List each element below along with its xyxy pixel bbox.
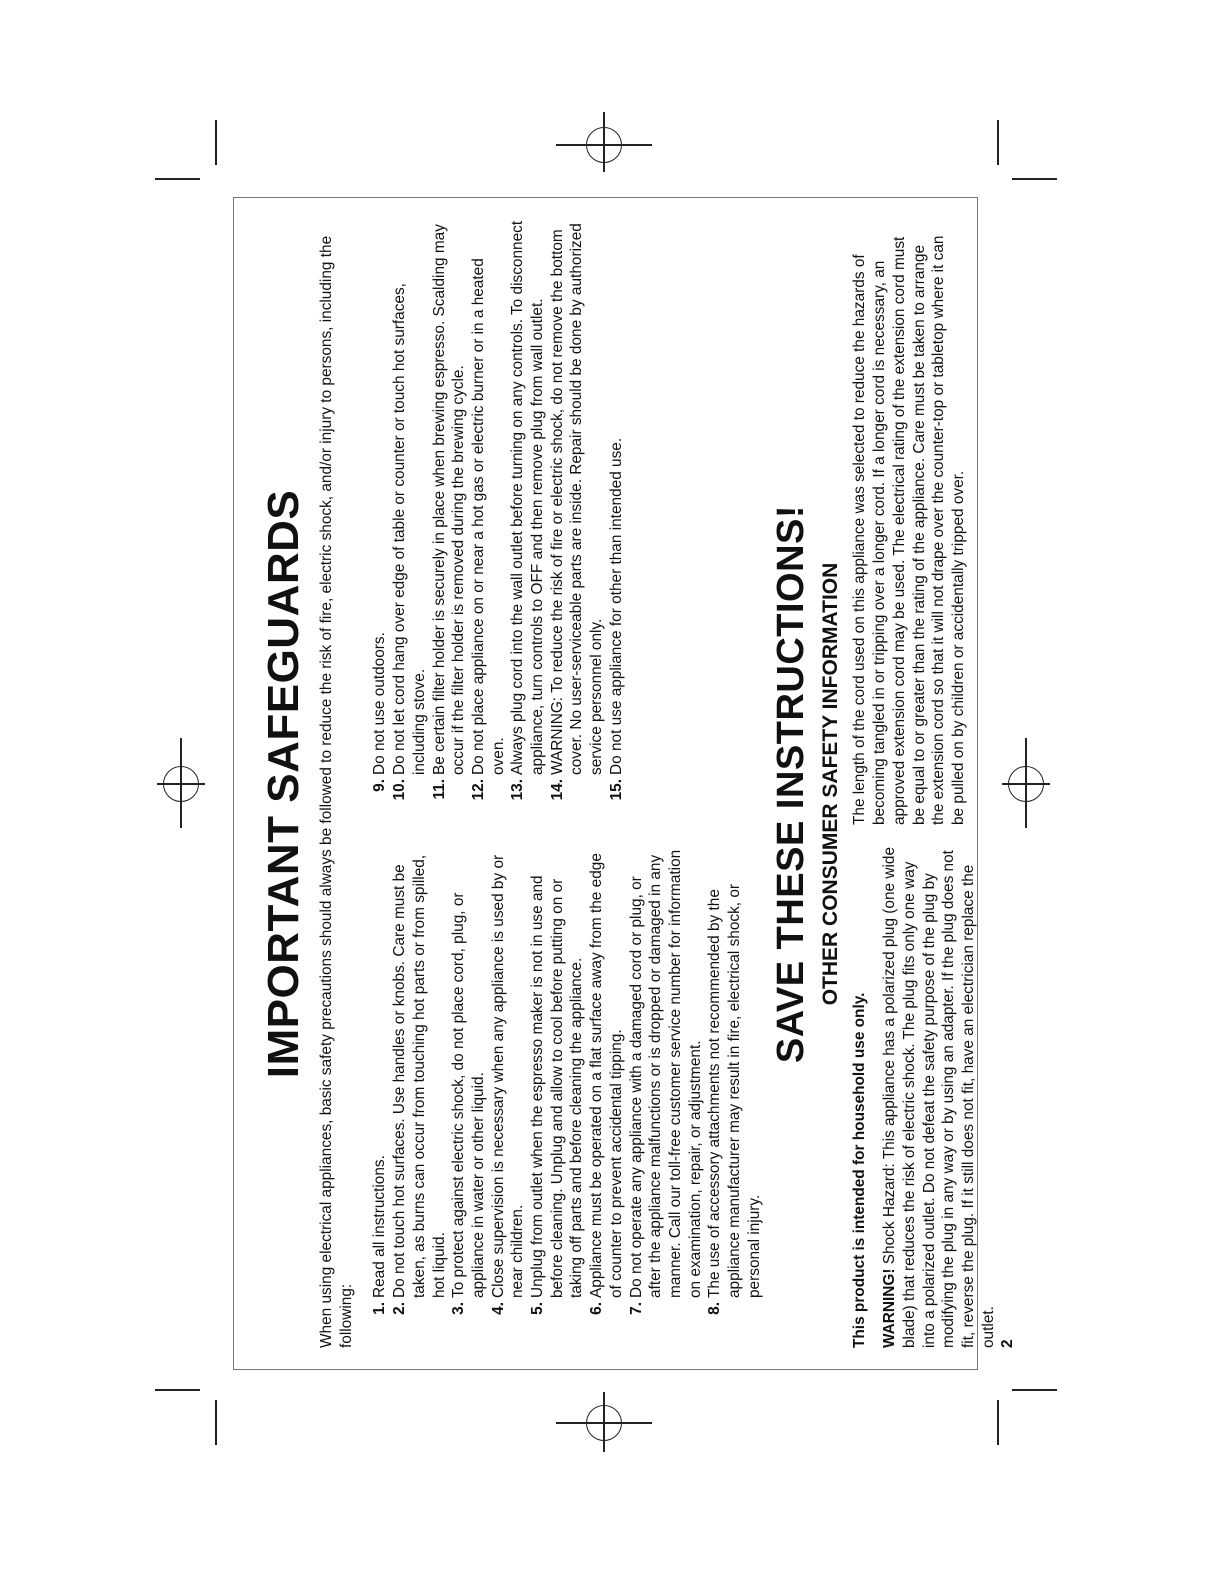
- registration-line: [603, 112, 605, 172]
- safeguard-number: 15.: [607, 779, 625, 801]
- safeguard-number: 2.: [391, 1302, 409, 1315]
- safeguard-item: [449, 843, 488, 1324]
- safeguard-number: 14.: [548, 779, 566, 801]
- page-number: 2: [999, 1339, 1017, 1348]
- safeguard-item: [705, 843, 764, 1324]
- safeguard-item: [587, 843, 626, 1324]
- safeguard-text: Always plug cord into the wall outlet before turning on any controls. To disconnect appliance, turn controls to OFF and then remove plug from wall outlet.: [509, 220, 547, 775]
- safeguard-number: 11.: [430, 779, 448, 800]
- safeguard-number: 9.: [371, 779, 389, 792]
- safeguards-list: [370, 843, 764, 1348]
- registration-line: [603, 1392, 605, 1452]
- intro-text: When using electrical appliances, basic safety precautions should always be followed to reduce the risk of fire, electric shock, and/or injury to persons, including the following:: [318, 235, 355, 1348]
- safeguard-text: Close supervision is necessary when any appliance is used by or near children.: [489, 854, 527, 1298]
- crop-mark: [155, 1389, 200, 1391]
- household-notice: This product is intended for household use only.: [851, 992, 869, 1348]
- crop-mark: [997, 1400, 999, 1445]
- warning-paragraph: [880, 843, 998, 1348]
- safeguard-text: The use of accessory attachments not recommended by the appliance manufacturer may result in fire, electrical shock, or personal injury.: [706, 883, 763, 1298]
- warning-text: Shock Hazard: This appliance has a polarized plug (one wide blade) that reduces the risk of electric shock. The plug fits only one way into a polarized outlet. Do not defeat the safety purpose of the plug by modifying the plug in any way or by using an adapter. If the plug does not fit, reverse the plug. If it still does not fit, have an electrician replace the outlet.: [881, 846, 997, 1348]
- safeguard-item: [390, 843, 449, 1324]
- safeguard-text: Do not let cord hang over edge of table or counter or touch hot surfaces, including stove.: [391, 283, 428, 775]
- safeguard-number: 1.: [371, 1302, 389, 1315]
- safeguard-item: [607, 220, 627, 801]
- safeguard-item: [370, 220, 390, 801]
- document-content: [239, 204, 1017, 1364]
- crop-mark: [997, 120, 999, 165]
- safeguard-number: 13.: [509, 779, 527, 801]
- crop-mark: [215, 1400, 217, 1445]
- safeguard-number: 3.: [450, 1302, 468, 1315]
- safeguard-number: 12.: [469, 779, 487, 801]
- safeguard-item: [469, 220, 508, 801]
- safeguard-number: 8.: [706, 1302, 724, 1315]
- other-safety-heading: OTHER CONSUMER SAFETY INFORMATION: [819, 562, 843, 1006]
- safeguard-number: 4.: [489, 1302, 507, 1315]
- safeguard-text: To protect against electric shock, do not place cord, plug, or appliance in water or other liquid.: [450, 892, 487, 1298]
- registration-line: [180, 738, 182, 828]
- warning-label: WARNING!: [881, 1268, 899, 1348]
- safeguard-number: 7.: [627, 1302, 645, 1315]
- safety-info-left-column: [850, 843, 1018, 1348]
- crop-mark: [215, 120, 217, 165]
- safeguard-text: Appliance must be operated on a flat surface away from the edge of counter to prevent accidental tipping.: [588, 853, 625, 1298]
- safeguard-text: WARNING: To reduce the risk of fire or electric shock, do not remove the bottom cover. No user-serviceable parts are inside. Repair should be done by authorized service personnel only.: [548, 223, 606, 775]
- safeguard-item: [370, 843, 390, 1324]
- safeguard-text: Do not operate any appliance with a damaged cord or plug, or after the appliance malfunctions or is dropped or damaged in any manner. Call our toll-free customer service number for information on examination, repair, or adjustment.: [627, 849, 704, 1298]
- safeguards-columns: [370, 220, 764, 1348]
- save-instructions-heading: SAVE THESE INSTRUCTIONS!: [770, 504, 813, 1064]
- safeguard-item: [627, 843, 706, 1324]
- safeguard-text: Do not place appliance on or near a hot gas or electric burner or in a heated oven.: [469, 258, 507, 775]
- safeguard-item: [430, 220, 469, 801]
- safeguard-text: Unplug from outlet when the espresso maker is not in use and before cleaning. Unplug and allow to cool before putting on or taking off parts and before cleaning the appliance.: [529, 875, 586, 1298]
- crop-mark: [155, 178, 200, 180]
- safeguard-text: Be certain filter holder is securely in place when brewing espresso. Scalding may occur if the filter holder is removed during the brewing cycle.: [430, 224, 468, 775]
- safeguards-left-column: [370, 843, 764, 1348]
- safeguard-text: Do not use appliance for other than intended use.: [607, 437, 625, 775]
- safeguards-right-column: [370, 220, 764, 825]
- crop-mark: [1012, 178, 1057, 180]
- safety-info-columns: [850, 220, 1018, 1348]
- safeguard-item: [508, 220, 547, 801]
- safeguard-number: 5.: [529, 1302, 547, 1315]
- safeguard-item: [489, 843, 528, 1324]
- safety-info-right-column: [850, 220, 1018, 825]
- safeguards-list: [370, 220, 626, 825]
- safeguard-text: Read all instructions.: [371, 1155, 389, 1298]
- safeguard-item: [390, 220, 429, 801]
- registration-line: [1025, 738, 1027, 828]
- page-title: IMPORTANT SAFEGUARDS: [259, 489, 308, 1079]
- safeguard-item: [548, 220, 607, 801]
- crop-mark: [1012, 1389, 1057, 1391]
- safeguard-number: 10.: [391, 779, 409, 801]
- safeguard-text: Do not touch hot surfaces. Use handles or knobs. Care must be taken, as burns can occur from touching hot parts or from spilled, hot liquid.: [391, 854, 448, 1298]
- safeguard-text: Do not use outdoors.: [371, 632, 389, 775]
- safeguard-number: 6.: [588, 1302, 606, 1315]
- safeguard-item: [528, 843, 587, 1324]
- cord-info-paragraph: The length of the cord used on this appliance was selected to reduce the hazards of becoming tangled in or tripping over a longer cord. If a longer cord is necessary, an approved extension cord may be used. The electrical rating of the extension cord must be equal to or greater than the rating of the appliance. Care must be taken to arrange the extension cord so that it will not drape over the counter-top or tabletop where it can be pulled on by children or accidentally tripped over.: [851, 235, 967, 825]
